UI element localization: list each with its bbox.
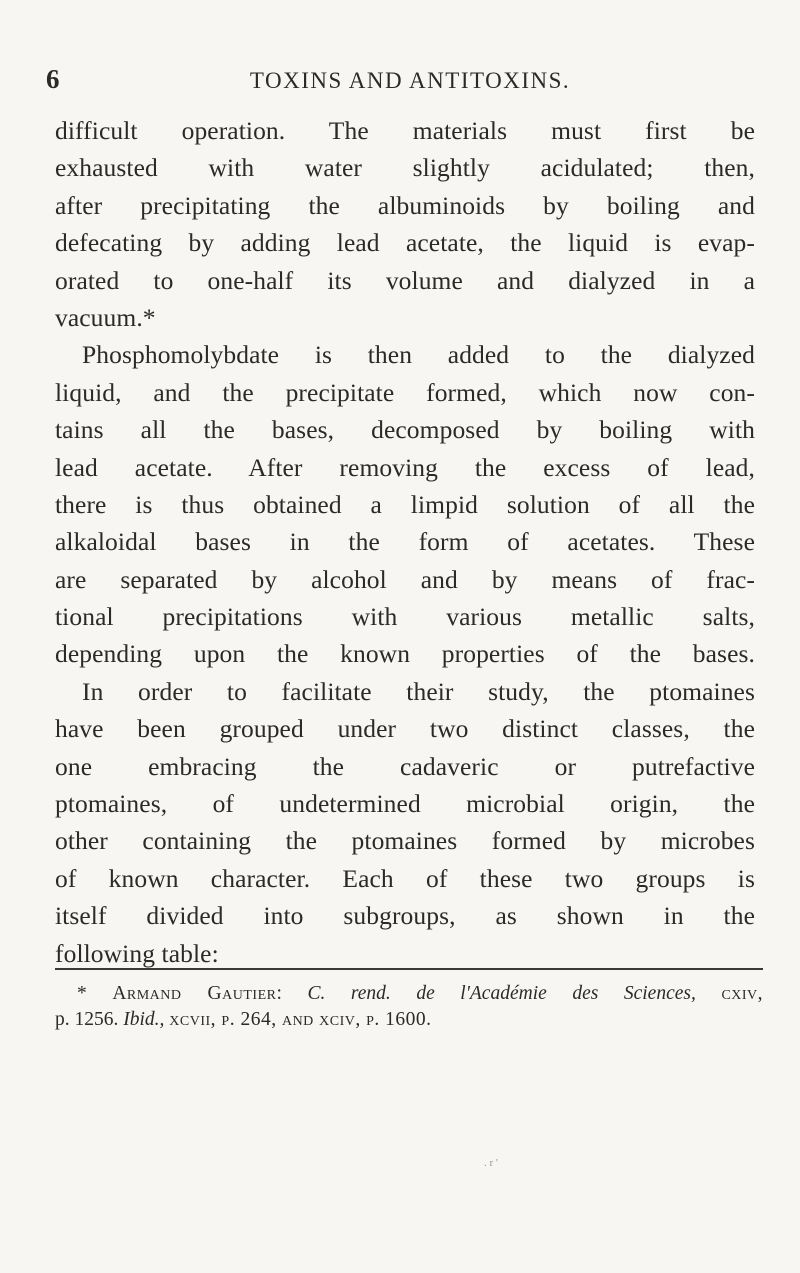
running-head: [46, 64, 774, 104]
text-line: of known character. Each of these two groups is: [55, 863, 755, 893]
footnote-line: [55, 981, 763, 1007]
text-line: In order to facilitate their study, the ptomaines: [82, 676, 755, 706]
text-line: defecating by adding lead acetate, the liquid is evap-: [55, 228, 755, 258]
text-line: depending upon the known properties of the bases.: [55, 639, 755, 669]
text-line: lead acetate. After removing the excess of lead,: [55, 452, 755, 482]
footnote-volume: cxiv,: [721, 983, 764, 1004]
footnote-author: Armand Gautier: [112, 983, 277, 1004]
footnote-line: [55, 1007, 763, 1033]
text-line: following table:: [55, 938, 219, 968]
footnote-journal: C. rend. de l'Académie des Sciences,: [307, 983, 696, 1004]
text-line: after precipitating the albuminoids by boiling and: [55, 190, 755, 220]
text-line: difficult operation. The materials must first be: [55, 116, 755, 145]
footnote-ibid: Ibid.,: [123, 1009, 165, 1030]
text-line: ptomaines, of undetermined microbial origin, the: [55, 789, 755, 819]
text-line: alkaloidal bases in the form of acetates. These: [55, 527, 755, 557]
text-line: one embracing the cadaveric or putrefactive: [55, 751, 755, 781]
text-line: other containing the ptomaines formed by microbes: [55, 826, 755, 856]
footnote: [55, 981, 763, 1033]
page-number: 6: [46, 64, 60, 94]
footnote-marker: *: [77, 983, 87, 1004]
text-line: exhausted with water slightly acidulated; then,: [55, 153, 755, 183]
text-line: there is thus obtained a limpid solution of all the: [55, 489, 755, 519]
text-line: have been grouped under two distinct classes, the: [55, 714, 755, 744]
text-line: orated to one-half its volume and dialyzed in a: [55, 265, 755, 295]
text-line: tional precipitations with various metallic salts,: [55, 602, 755, 632]
text-line: tains all the bases, decomposed by boiling with: [55, 415, 755, 445]
text-line: liquid, and the precipitate formed, which now con-: [55, 377, 755, 407]
running-title: TOXINS AND ANTITOXINS.: [249, 68, 571, 93]
text-line: are separated by alcohol and by means of frac-: [55, 564, 755, 594]
footnote-colon: :: [276, 983, 282, 1004]
text-line: itself divided into subgroups, as shown in the: [55, 901, 755, 931]
footnote-rule: [55, 968, 763, 970]
footnote-page: p. 1256.: [55, 1009, 119, 1030]
footnote-refs: xcvii, p. 264, and xciv, p. 1600.: [169, 1009, 432, 1030]
text-line: vacuum.*: [55, 302, 156, 332]
text-line: Phosphomolybdate is then added to the dialyzed: [82, 340, 755, 370]
print-speck: . r ': [484, 1157, 498, 1169]
body-text: [55, 112, 755, 972]
